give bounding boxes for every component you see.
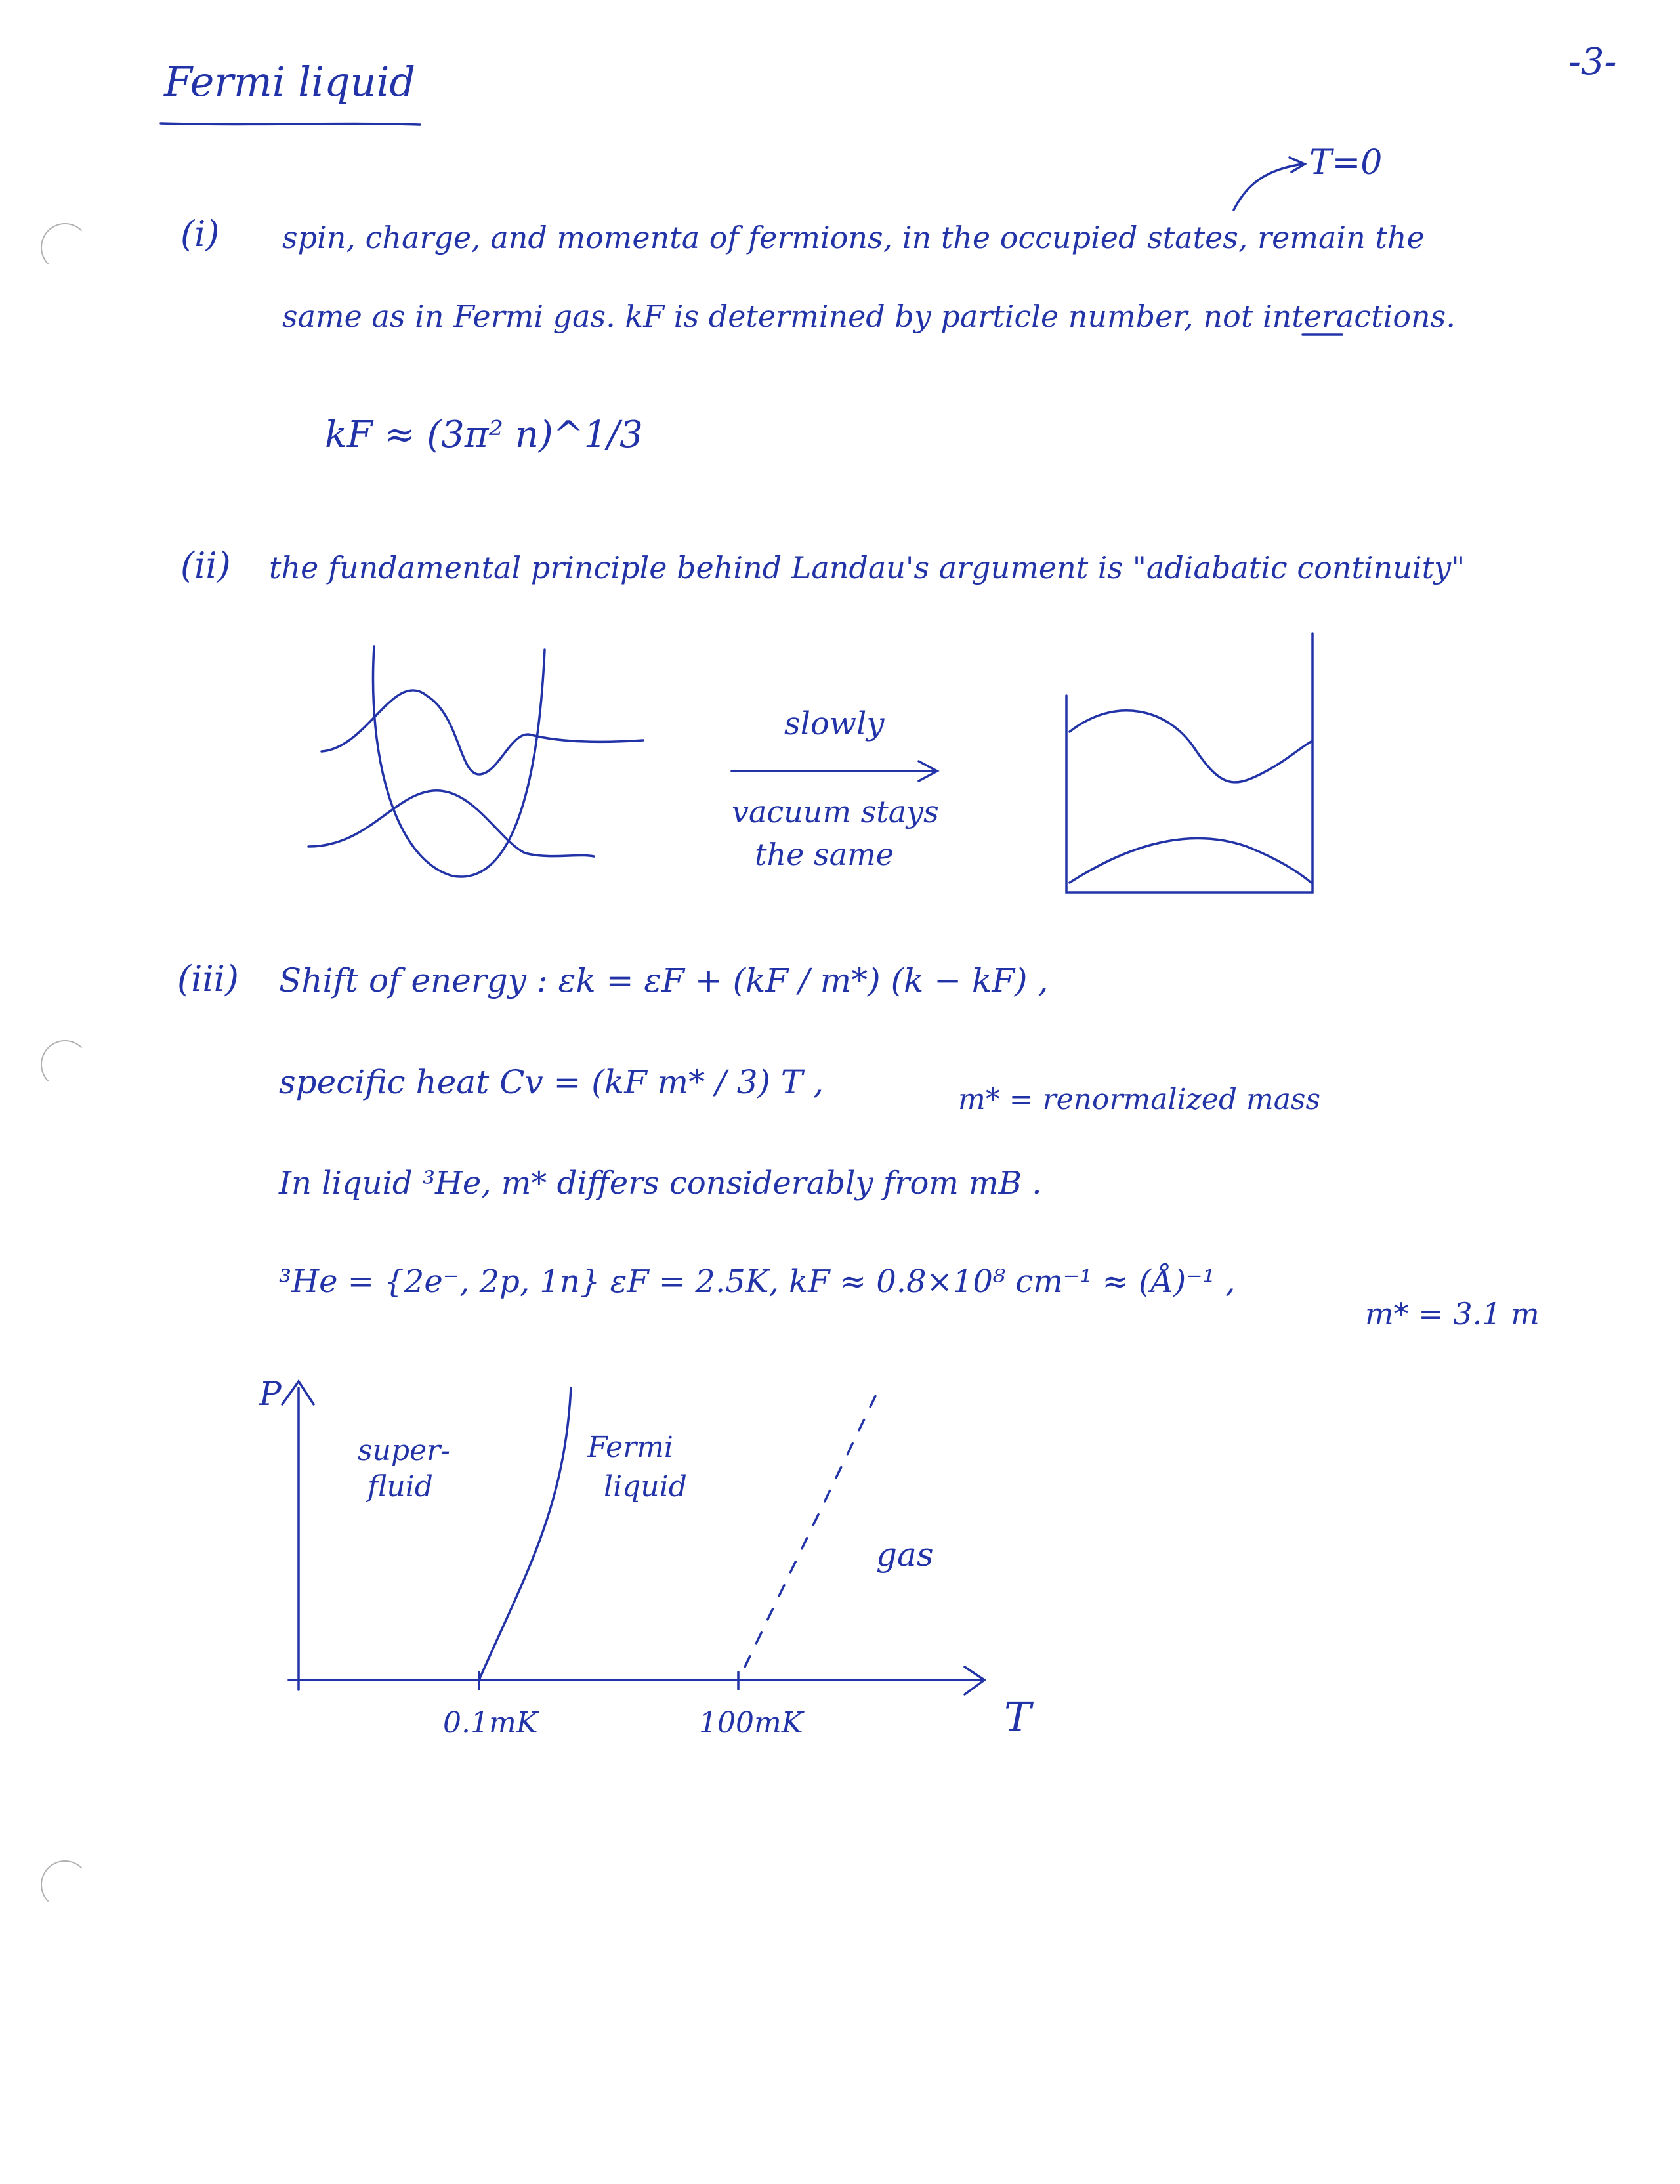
arrow-caption-1: vacuum stays <box>732 794 939 830</box>
left-parabola <box>373 646 545 877</box>
section-ii-line-1: the fundamental principle behind Landau's argument is "adiabatic continuity" <box>269 550 1465 585</box>
region-fermi-liquid-1: Fermi <box>587 1431 673 1464</box>
left-wavy-curve-2 <box>308 791 594 856</box>
page-title: Fermi liquid <box>164 58 416 106</box>
section-i-line-1: spin, charge, and momenta of fermions, in the occupied states, remain the <box>282 220 1425 255</box>
region-superfluid-1: super- <box>358 1434 451 1467</box>
section-iii-label: (iii) <box>177 958 239 999</box>
right-box <box>1066 633 1312 892</box>
tick-label-100mk: 100mK <box>699 1706 803 1740</box>
section-i-line-2: same as in Fermi gas. kF is determined by particle number, not interactions. <box>282 299 1456 334</box>
section-ii-label: (ii) <box>180 545 231 586</box>
section-i-label: (i) <box>180 213 220 255</box>
arrow-caption-2: the same <box>755 837 894 872</box>
page-number: -3- <box>1568 41 1617 83</box>
right-curve-lower <box>1070 839 1311 883</box>
section-iii-line-3: In liquid ³He, m* differs considerably from mB . <box>279 1165 1042 1202</box>
arrow-label-slowly: slowly <box>784 705 885 742</box>
region-gas: gas <box>876 1536 934 1574</box>
section-iii-line-2: specific heat Cv = (kF m* / 3) T , <box>279 1063 824 1101</box>
section-iii-line-4-end: m* = 3.1 m <box>1365 1296 1540 1332</box>
region-superfluid-2: fluid <box>368 1470 433 1503</box>
title-underline <box>161 123 420 125</box>
superfluid-boundary <box>479 1388 571 1680</box>
section-i-formula: kF ≈ (3π² n)^1/3 <box>325 413 643 456</box>
axis-label-t: T <box>1004 1693 1032 1741</box>
section-iii-line-2-note: m* = renormalized mass <box>958 1083 1321 1116</box>
right-curve-upper <box>1070 711 1311 782</box>
gas-boundary <box>745 1388 879 1667</box>
tick-label-01mk: 0.1mK <box>443 1706 538 1740</box>
annotation-t-zero: T=0 <box>1309 143 1383 182</box>
region-fermi-liquid-2: liquid <box>604 1470 687 1503</box>
section-iii-line-1: Shift of energy : εk = εF + (kF / m*) (k − kF) , <box>279 961 1049 999</box>
axis-label-p: P <box>259 1375 282 1413</box>
section-iii-line-4: ³He = {2e⁻, 2p, 1n} εF = 2.5K, kF ≈ 0.8×10⁸ cm⁻¹ ≈ (Å)⁻¹ , <box>279 1263 1236 1300</box>
left-wavy-curve-1 <box>322 690 643 774</box>
